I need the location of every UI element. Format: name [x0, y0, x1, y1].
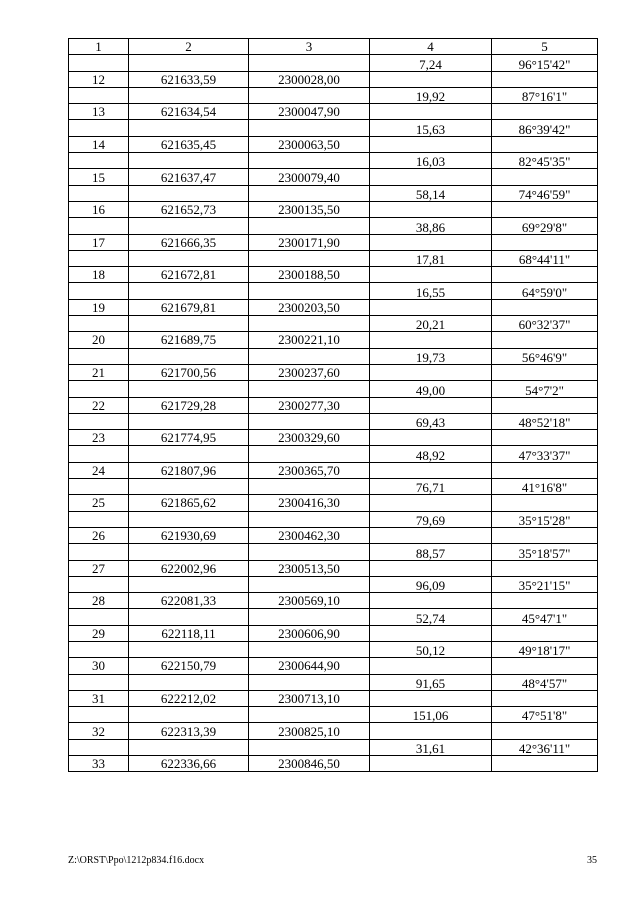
y-coordinate-cell: 2300462,30 — [249, 527, 370, 543]
x-coordinate-cell: 621807,96 — [129, 462, 249, 478]
distance-cell: 38,86 — [370, 218, 492, 234]
x-coordinate-cell — [129, 348, 249, 364]
y-coordinate-cell: 2300846,50 — [249, 756, 370, 772]
table-row — [69, 120, 598, 136]
x-coordinate-cell — [129, 185, 249, 201]
x-coordinate-cell: 621700,56 — [129, 364, 249, 380]
point-number-cell — [69, 87, 129, 103]
distance-cell: 50,12 — [370, 641, 492, 657]
y-coordinate-cell — [249, 87, 370, 103]
distance-cell: 16,55 — [370, 283, 492, 299]
point-number-cell: 13 — [69, 104, 129, 120]
distance-cell — [370, 756, 492, 772]
angle-cell — [492, 136, 598, 152]
x-coordinate-cell — [129, 707, 249, 723]
coordinates-table — [68, 38, 598, 772]
distance-cell — [370, 593, 492, 609]
y-coordinate-cell: 2300513,50 — [249, 560, 370, 576]
x-coordinate-cell — [129, 250, 249, 266]
distance-cell: 76,71 — [370, 479, 492, 495]
point-number-cell — [69, 250, 129, 266]
point-number-cell: 19 — [69, 299, 129, 315]
y-coordinate-cell: 2300365,70 — [249, 462, 370, 478]
point-number-cell — [69, 55, 129, 71]
angle-cell: 96°15'42" — [492, 55, 598, 71]
angle-cell — [492, 527, 598, 543]
angle-cell: 74°46'59" — [492, 185, 598, 201]
table-row — [69, 430, 598, 446]
point-number-cell — [69, 120, 129, 136]
point-number-cell: 30 — [69, 658, 129, 674]
column-header: 5 — [492, 39, 598, 55]
x-coordinate-cell: 621634,54 — [129, 104, 249, 120]
x-coordinate-cell: 622212,02 — [129, 690, 249, 706]
point-number-cell — [69, 381, 129, 397]
footer-file-path: Z:\ORST\Ppo\1212p834.f16.docx — [68, 855, 205, 866]
y-coordinate-cell: 2300221,10 — [249, 332, 370, 348]
x-coordinate-cell — [129, 120, 249, 136]
table-header-row — [69, 39, 598, 55]
y-coordinate-cell — [249, 739, 370, 755]
x-coordinate-cell: 622150,79 — [129, 658, 249, 674]
table-row — [69, 511, 598, 527]
table-row — [69, 723, 598, 739]
distance-cell — [370, 201, 492, 217]
distance-cell: 19,92 — [370, 87, 492, 103]
table-row — [69, 413, 598, 429]
point-number-cell: 23 — [69, 430, 129, 446]
y-coordinate-cell — [249, 185, 370, 201]
angle-cell — [492, 723, 598, 739]
x-coordinate-cell: 622118,11 — [129, 625, 249, 641]
y-coordinate-cell — [249, 446, 370, 462]
table-row — [69, 316, 598, 332]
table-row — [69, 283, 598, 299]
table-row — [69, 756, 598, 772]
y-coordinate-cell — [249, 413, 370, 429]
distance-cell: 20,21 — [370, 316, 492, 332]
distance-cell: 48,92 — [370, 446, 492, 462]
point-number-cell: 32 — [69, 723, 129, 739]
angle-cell — [492, 104, 598, 120]
y-coordinate-cell — [249, 674, 370, 690]
y-coordinate-cell — [249, 120, 370, 136]
y-coordinate-cell: 2300713,10 — [249, 690, 370, 706]
x-coordinate-cell — [129, 283, 249, 299]
distance-cell — [370, 169, 492, 185]
x-coordinate-cell: 621666,35 — [129, 234, 249, 250]
angle-cell: 42°36'11" — [492, 739, 598, 755]
x-coordinate-cell — [129, 413, 249, 429]
distance-cell — [370, 462, 492, 478]
table-body — [69, 55, 598, 772]
table-row — [69, 104, 598, 120]
angle-cell — [492, 658, 598, 674]
table-row — [69, 462, 598, 478]
distance-cell: 15,63 — [370, 120, 492, 136]
footer-page-number: 35 — [587, 855, 597, 866]
table-row — [69, 674, 598, 690]
angle-cell — [492, 495, 598, 511]
distance-cell: 58,14 — [370, 185, 492, 201]
y-coordinate-cell — [249, 641, 370, 657]
angle-cell: 48°52'18" — [492, 413, 598, 429]
point-number-cell: 12 — [69, 71, 129, 87]
angle-cell: 68°44'11" — [492, 250, 598, 266]
table-row — [69, 739, 598, 755]
y-coordinate-cell — [249, 316, 370, 332]
point-number-cell: 20 — [69, 332, 129, 348]
angle-cell: 35°18'57" — [492, 544, 598, 560]
angle-cell — [492, 234, 598, 250]
angle-cell — [492, 201, 598, 217]
angle-cell — [492, 71, 598, 87]
y-coordinate-cell: 2300569,10 — [249, 593, 370, 609]
x-coordinate-cell: 621635,45 — [129, 136, 249, 152]
angle-cell: 49°18'17" — [492, 641, 598, 657]
x-coordinate-cell — [129, 544, 249, 560]
distance-cell: 16,03 — [370, 153, 492, 169]
angle-cell — [492, 364, 598, 380]
distance-cell: 151,06 — [370, 707, 492, 723]
y-coordinate-cell: 2300329,60 — [249, 430, 370, 446]
point-number-cell — [69, 511, 129, 527]
y-coordinate-cell: 2300825,10 — [249, 723, 370, 739]
x-coordinate-cell: 622002,96 — [129, 560, 249, 576]
angle-cell: 48°4'57" — [492, 674, 598, 690]
x-coordinate-cell: 621672,81 — [129, 267, 249, 283]
x-coordinate-cell: 621633,59 — [129, 71, 249, 87]
angle-cell: 64°59'0" — [492, 283, 598, 299]
angle-cell — [492, 462, 598, 478]
x-coordinate-cell: 621637,47 — [129, 169, 249, 185]
point-number-cell — [69, 544, 129, 560]
y-coordinate-cell: 2300047,90 — [249, 104, 370, 120]
table-row — [69, 169, 598, 185]
x-coordinate-cell — [129, 381, 249, 397]
distance-cell — [370, 71, 492, 87]
distance-cell: 49,00 — [370, 381, 492, 397]
y-coordinate-cell: 2300171,90 — [249, 234, 370, 250]
point-number-cell: 33 — [69, 756, 129, 772]
distance-cell — [370, 527, 492, 543]
point-number-cell: 27 — [69, 560, 129, 576]
angle-cell — [492, 332, 598, 348]
point-number-cell — [69, 218, 129, 234]
table-row — [69, 87, 598, 103]
point-number-cell: 17 — [69, 234, 129, 250]
x-coordinate-cell — [129, 446, 249, 462]
point-number-cell: 15 — [69, 169, 129, 185]
point-number-cell: 22 — [69, 397, 129, 413]
table-row — [69, 364, 598, 380]
point-number-cell: 29 — [69, 625, 129, 641]
point-number-cell — [69, 576, 129, 592]
column-header: 2 — [129, 39, 249, 55]
table-row — [69, 153, 598, 169]
angle-cell: 35°15'28" — [492, 511, 598, 527]
x-coordinate-cell: 621652,73 — [129, 201, 249, 217]
angle-cell: 69°29'8" — [492, 218, 598, 234]
point-number-cell: 24 — [69, 462, 129, 478]
y-coordinate-cell — [249, 153, 370, 169]
column-header: 4 — [370, 39, 492, 55]
distance-cell — [370, 723, 492, 739]
x-coordinate-cell — [129, 609, 249, 625]
y-coordinate-cell: 2300188,50 — [249, 267, 370, 283]
x-coordinate-cell: 621865,62 — [129, 495, 249, 511]
point-number-cell: 16 — [69, 201, 129, 217]
point-number-cell — [69, 316, 129, 332]
distance-cell — [370, 267, 492, 283]
point-number-cell — [69, 739, 129, 755]
angle-cell: 82°45'35" — [492, 153, 598, 169]
distance-cell — [370, 136, 492, 152]
angle-cell: 35°21'15" — [492, 576, 598, 592]
x-coordinate-cell — [129, 576, 249, 592]
x-coordinate-cell — [129, 674, 249, 690]
point-number-cell: 26 — [69, 527, 129, 543]
point-number-cell: 14 — [69, 136, 129, 152]
table-row — [69, 218, 598, 234]
x-coordinate-cell: 622081,33 — [129, 593, 249, 609]
table-row — [69, 625, 598, 641]
point-number-cell — [69, 609, 129, 625]
table-row — [69, 185, 598, 201]
table-row — [69, 201, 598, 217]
point-number-cell: 25 — [69, 495, 129, 511]
table-row — [69, 397, 598, 413]
angle-cell — [492, 267, 598, 283]
table-row — [69, 55, 598, 71]
table-row — [69, 544, 598, 560]
distance-cell — [370, 430, 492, 446]
distance-cell — [370, 495, 492, 511]
distance-cell — [370, 299, 492, 315]
point-number-cell — [69, 479, 129, 495]
distance-cell: 31,61 — [370, 739, 492, 755]
y-coordinate-cell — [249, 348, 370, 364]
point-number-cell — [69, 153, 129, 169]
y-coordinate-cell: 2300028,00 — [249, 71, 370, 87]
table-row — [69, 348, 598, 364]
x-coordinate-cell — [129, 511, 249, 527]
y-coordinate-cell — [249, 55, 370, 71]
angle-cell — [492, 625, 598, 641]
x-coordinate-cell: 621689,75 — [129, 332, 249, 348]
angle-cell: 47°51'8" — [492, 707, 598, 723]
point-number-cell — [69, 641, 129, 657]
x-coordinate-cell: 621729,28 — [129, 397, 249, 413]
page-footer — [68, 855, 597, 869]
angle-cell: 41°16'8" — [492, 479, 598, 495]
x-coordinate-cell: 621930,69 — [129, 527, 249, 543]
x-coordinate-cell — [129, 87, 249, 103]
y-coordinate-cell: 2300203,50 — [249, 299, 370, 315]
angle-cell — [492, 169, 598, 185]
angle-cell — [492, 299, 598, 315]
point-number-cell — [69, 185, 129, 201]
table-row — [69, 609, 598, 625]
y-coordinate-cell — [249, 609, 370, 625]
table-row — [69, 332, 598, 348]
angle-cell: 47°33'37" — [492, 446, 598, 462]
y-coordinate-cell — [249, 576, 370, 592]
table-row — [69, 495, 598, 511]
angle-cell: 45°47'1" — [492, 609, 598, 625]
y-coordinate-cell — [249, 381, 370, 397]
column-header: 1 — [69, 39, 129, 55]
y-coordinate-cell: 2300606,90 — [249, 625, 370, 641]
x-coordinate-cell — [129, 316, 249, 332]
y-coordinate-cell — [249, 250, 370, 266]
distance-cell — [370, 397, 492, 413]
distance-cell: 7,24 — [370, 55, 492, 71]
x-coordinate-cell: 622313,39 — [129, 723, 249, 739]
point-number-cell — [69, 348, 129, 364]
x-coordinate-cell — [129, 218, 249, 234]
angle-cell — [492, 430, 598, 446]
x-coordinate-cell — [129, 153, 249, 169]
table-row — [69, 267, 598, 283]
x-coordinate-cell — [129, 55, 249, 71]
distance-cell — [370, 234, 492, 250]
table-row — [69, 560, 598, 576]
angle-cell: 60°32'37" — [492, 316, 598, 332]
y-coordinate-cell — [249, 479, 370, 495]
distance-cell: 88,57 — [370, 544, 492, 560]
distance-cell: 96,09 — [370, 576, 492, 592]
point-number-cell — [69, 446, 129, 462]
angle-cell: 56°46'9" — [492, 348, 598, 364]
x-coordinate-cell: 621679,81 — [129, 299, 249, 315]
point-number-cell: 31 — [69, 690, 129, 706]
table-row — [69, 707, 598, 723]
column-header: 3 — [249, 39, 370, 55]
x-coordinate-cell — [129, 739, 249, 755]
angle-cell: 86°39'42" — [492, 120, 598, 136]
x-coordinate-cell: 622336,66 — [129, 756, 249, 772]
y-coordinate-cell: 2300237,60 — [249, 364, 370, 380]
distance-cell: 19,73 — [370, 348, 492, 364]
y-coordinate-cell: 2300079,40 — [249, 169, 370, 185]
table-row — [69, 527, 598, 543]
point-number-cell: 18 — [69, 267, 129, 283]
angle-cell: 87°16'1" — [492, 87, 598, 103]
x-coordinate-cell — [129, 641, 249, 657]
y-coordinate-cell — [249, 707, 370, 723]
y-coordinate-cell: 2300644,90 — [249, 658, 370, 674]
table-row — [69, 593, 598, 609]
distance-cell: 79,69 — [370, 511, 492, 527]
point-number-cell — [69, 283, 129, 299]
angle-cell — [492, 397, 598, 413]
distance-cell — [370, 364, 492, 380]
angle-cell: 54°7'2" — [492, 381, 598, 397]
distance-cell — [370, 332, 492, 348]
table-row — [69, 446, 598, 462]
table-row — [69, 576, 598, 592]
distance-cell — [370, 625, 492, 641]
y-coordinate-cell — [249, 544, 370, 560]
y-coordinate-cell — [249, 511, 370, 527]
point-number-cell: 21 — [69, 364, 129, 380]
point-number-cell — [69, 413, 129, 429]
point-number-cell — [69, 674, 129, 690]
angle-cell — [492, 593, 598, 609]
point-number-cell — [69, 707, 129, 723]
table-row — [69, 658, 598, 674]
angle-cell — [492, 756, 598, 772]
table-row — [69, 381, 598, 397]
distance-cell: 52,74 — [370, 609, 492, 625]
distance-cell: 17,81 — [370, 250, 492, 266]
table-row — [69, 479, 598, 495]
distance-cell — [370, 560, 492, 576]
table-row — [69, 641, 598, 657]
angle-cell — [492, 690, 598, 706]
table-row — [69, 136, 598, 152]
x-coordinate-cell: 621774,95 — [129, 430, 249, 446]
y-coordinate-cell — [249, 283, 370, 299]
distance-cell: 91,65 — [370, 674, 492, 690]
table-row — [69, 690, 598, 706]
x-coordinate-cell — [129, 479, 249, 495]
angle-cell — [492, 560, 598, 576]
y-coordinate-cell — [249, 218, 370, 234]
y-coordinate-cell: 2300416,30 — [249, 495, 370, 511]
distance-cell: 69,43 — [370, 413, 492, 429]
distance-cell — [370, 690, 492, 706]
table-row — [69, 234, 598, 250]
y-coordinate-cell: 2300277,30 — [249, 397, 370, 413]
y-coordinate-cell: 2300135,50 — [249, 201, 370, 217]
point-number-cell: 28 — [69, 593, 129, 609]
distance-cell — [370, 658, 492, 674]
table-row — [69, 250, 598, 266]
distance-cell — [370, 104, 492, 120]
y-coordinate-cell: 2300063,50 — [249, 136, 370, 152]
table-row — [69, 299, 598, 315]
table-row — [69, 71, 598, 87]
